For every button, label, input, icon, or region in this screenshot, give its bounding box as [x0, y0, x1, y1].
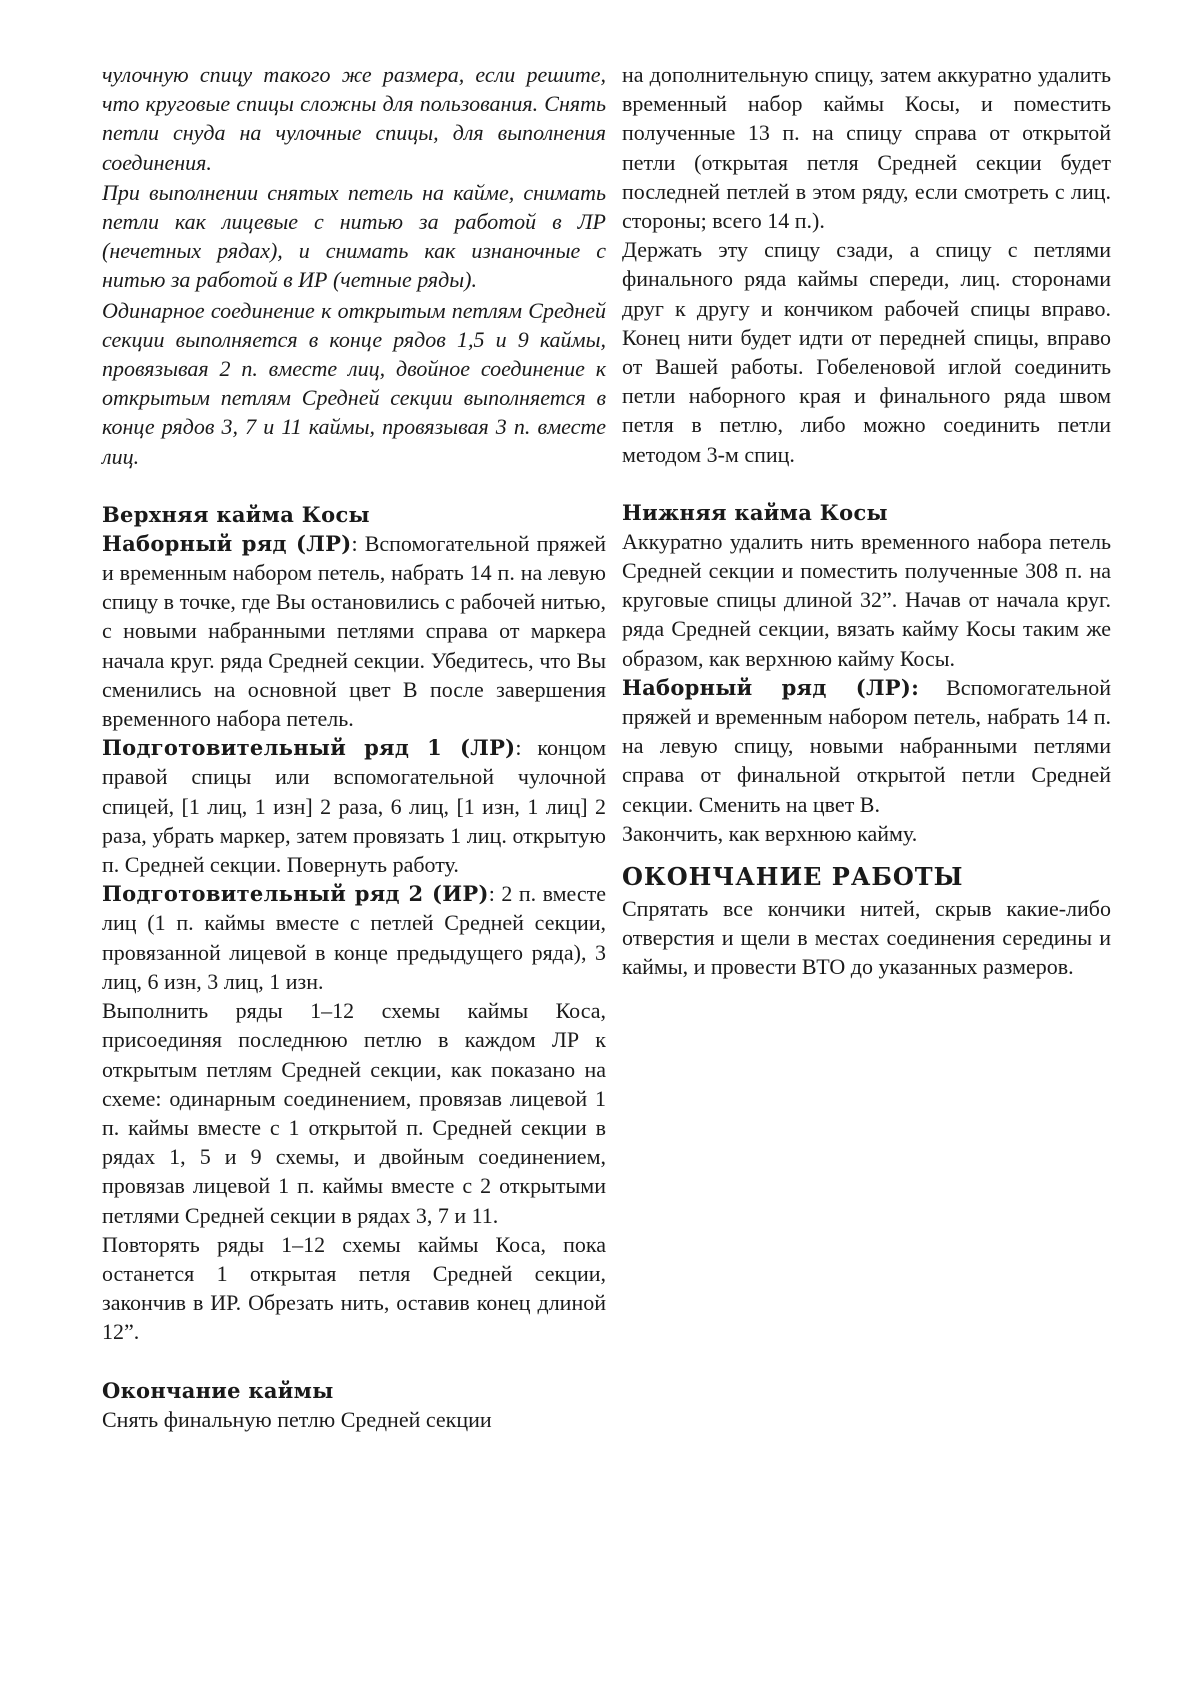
prep-row-2-text: : 2 п. вместе лиц (1 п. каймы вместе с петлей Средней секции, провязанной лицевой в конце предыдущего ряда), 3 лиц, 6 изн, 3 лиц, 1 изн.: [102, 881, 607, 994]
spacer: [622, 469, 1111, 498]
continuation-paragraph-1: на дополнительную спицу, затем аккуратно удалить временный набор каймы Косы, и поместить полученные 13 п. на спицу справа от открытой петли (открытая петля Средней секции будет последней петлей в этом ряду, если смотреть с лиц. стороны; всего 14 п.).: [622, 62, 1111, 234]
prep-row-1-text: : концом правой спицы или вспомогательной чулочной спицей, [1 лиц, 1 изн] 2 раза, 6 лиц, [1 изн, 1 лиц] 2 раза, убрать маркер, затем провязать 1 лиц. открытую п. Средней секции. Повернуть работу.: [102, 735, 606, 878]
prep-row-2-label: Подготовительный ряд 2 (ИР): [102, 881, 489, 907]
repeat-rows-paragraph: Повторять ряды 1–12 схемы каймы Коса, пока останется 1 открытая петля Средней секции, закончив в ИР. Обрезать нить, оставив конец длиной 12”.: [102, 1231, 606, 1345]
bottom-finish-paragraph: Закончить, как верхнюю кайму.: [622, 820, 918, 846]
prep-row-1-label: Подготовительный ряд 1 (ЛР): [102, 735, 516, 761]
spacer: [102, 471, 596, 500]
right-column: [622, 60, 1111, 982]
intro-paragraph-1: чулочную спицу такого же размера, если решите, что круговые спицы сложны для пользования. Снять петли снуда на чулочные спицы, для выполнения соединения.: [102, 62, 606, 175]
intro-paragraph-3: Одинарное соединение к открытым петлям Средней секции выполняется в конце рядов 1,5 и 9 каймы, провязывая 2 п. вместе лиц, двойное соединение к открытым петлям Средней секции выполняется в конце рядов 3, 7 и 11 каймы, провязывая 3 п. вместе лиц.: [102, 297, 606, 469]
cast-on-row-paragraph: [102, 529, 606, 733]
bottom-cast-on-text: Вспомогательной пряжей и временным набором петель, набрать 14 п. на левую спицу, новыми набранными петлями справа от финальной открытой петли Средней секции. Сменить на цвет B.: [622, 674, 1111, 817]
spacer: [622, 848, 1111, 860]
bottom-border-heading: Нижняя кайма Косы: [622, 499, 888, 525]
continuation-paragraph-2: Держать эту спицу сзади, а спицу с петлями финального ряда каймы спереди, лиц. сторонами друг к другу и кончиком рабочей спицы вправо. Конец нити будет идти от передней спицы, вправо от Вашей работы. Гобеленовой иглой соединить петли наборного края и финального ряда швом петля в петлю, либо можно соединить петли методом 3-м спиц.: [622, 237, 1111, 467]
spacer: [102, 1347, 596, 1376]
prep-row-2-paragraph: [102, 879, 606, 996]
bottom-border-paragraph: Аккуратно удалить нить временного набора петель Средней секции и поместить полученные 308 п. на круговые спицы длиной 32”. Начав от начала круг. ряда Средней секции, вязать кайму Косы таким же образом, как верхнюю кайму Косы.: [622, 528, 1111, 671]
prep-row-1-paragraph: [102, 733, 606, 879]
border-end-heading: Окончание каймы: [102, 1377, 334, 1403]
bottom-cast-on-paragraph: [622, 673, 1111, 819]
border-end-paragraph: Снять финальную петлю Средней секции: [102, 1406, 492, 1432]
top-border-heading: Верхняя кайма Косы: [102, 501, 370, 527]
finishing-heading: ОКОНЧАНИЕ РАБОТЫ: [622, 862, 964, 892]
cast-on-row-text: : Вспомогательной пряжей и временным набором петель, набрать 14 п. на левую спицу в точке, где Вы остановились с рабочей нитью, с новыми набранными петлями справа от маркера начала круг. ряда Средней секции. Убедитесь, что Вы сменились на основной цвет B после завершения временного набора петель.: [102, 530, 606, 732]
rows-instruction-paragraph: Выполнить ряды 1–12 схемы каймы Коса, присоединяя последнюю петлю в каждом ЛР к открытым петлям Средней секции, как показано на схеме: одинарным соединением, провязав лицевой 1 п. каймы вместе с 1 открытой п. Средней секции в рядах 1, 5 и 9 схемы, и двойным соединением, провязав лицевой 1 п. каймы вместе с 2 открытыми петлями Средней секции в рядах 3, 7 и 11.: [102, 998, 606, 1228]
cast-on-row-label: Наборный ряд (ЛР): [102, 530, 352, 556]
intro-paragraph-2: При выполнении снятых петель на кайме, снимать петли как лицевые с нитью за работой в ЛР (нечетных рядах), и снимать как изнаночные с нитью за работой в ИР (четные ряды).: [102, 179, 606, 293]
finishing-paragraph: Спрятать все кончики нитей, скрыв какие-либо отверстия и щели в местах соединения середины и каймы, и провести ВТО до указанных размеров.: [622, 896, 1111, 980]
left-column: [102, 60, 607, 1434]
bottom-cast-on-label: Наборный ряд (ЛР):: [622, 674, 920, 700]
